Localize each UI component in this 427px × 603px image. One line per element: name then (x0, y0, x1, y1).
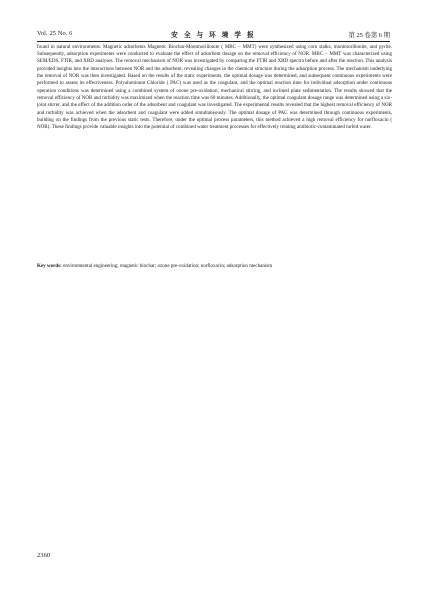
page-number: 2360 (37, 552, 51, 559)
keywords-text: environmental engineering; magnetic biochar; ozone pre-oxidation; norfloxacin; adsorption mechanism (61, 263, 273, 269)
keywords (37, 263, 392, 270)
abstract-text: found in natural environments. Magnetic adsorbents Magnetic Biochar-Montmorillonite ( MBC − MMT) were synthesized using corn stalks, montmorillonite, and pyrite. Subsequently, adsorption experiments were conducted to evaluate the effect of adsorbent dosage on the removal efficiency of NOR. MBC − MMT was characterized using SEM/EDS, FTIR, and XRD analyses. The removal mechanism of NOR was investigated by comparing the FTIR and XRD spectra before and after the reaction. This analysis provided insights into the interactions between NOR and the adsorbent, revealing changes in the chemical structure during the adsorption process. The mechanism underlying the removal of NOR was then investigated. Based on the results of the static experiments, the optimal dosage was determined, and subsequent continuous experiments were performed to assess its effectiveness. Polyaluminum Chloride ( PAC) was used as the coagulant, and the optimal reaction time for individual adsorption under continuous operation conditions was determined using a combined system of ozone pre-oxidation, mechanical stirring, and inclined plate sedimentation. The results showed that the removal efficiency of NOR and turbidity was maximized when the reaction time was 60 minutes. Additionally, the optimal coagulant dosage range was determined using a six-joint stirrer, and the effect of the addition order of the adsorbent and coagulant was investigated. The experimental results revealed that the highest removal efficiency of NOR and turbidity was achieved when the adsorbent and coagulant were added simultaneously. The optimal dosage of PAC was determined through continuous experiments, building on the findings from the previous static tests. Therefore, under the optimal process parameters, this method achieved a high removal efficiency for norfloxacin ( NOR). These findings provide valuable insights into the potential of combined water treatment processes for effectively treating antibiotic-contaminated turbid water. (37, 43, 392, 131)
header-issue: 第 25 卷第 6 期 (348, 32, 390, 39)
keywords-label: Key words: (37, 263, 62, 269)
header-journal-title: 安 全 与 环 境 学 报 (171, 32, 256, 39)
header-volume: Vol. 25 No. 6 (37, 30, 73, 37)
header-rule (37, 41, 390, 42)
